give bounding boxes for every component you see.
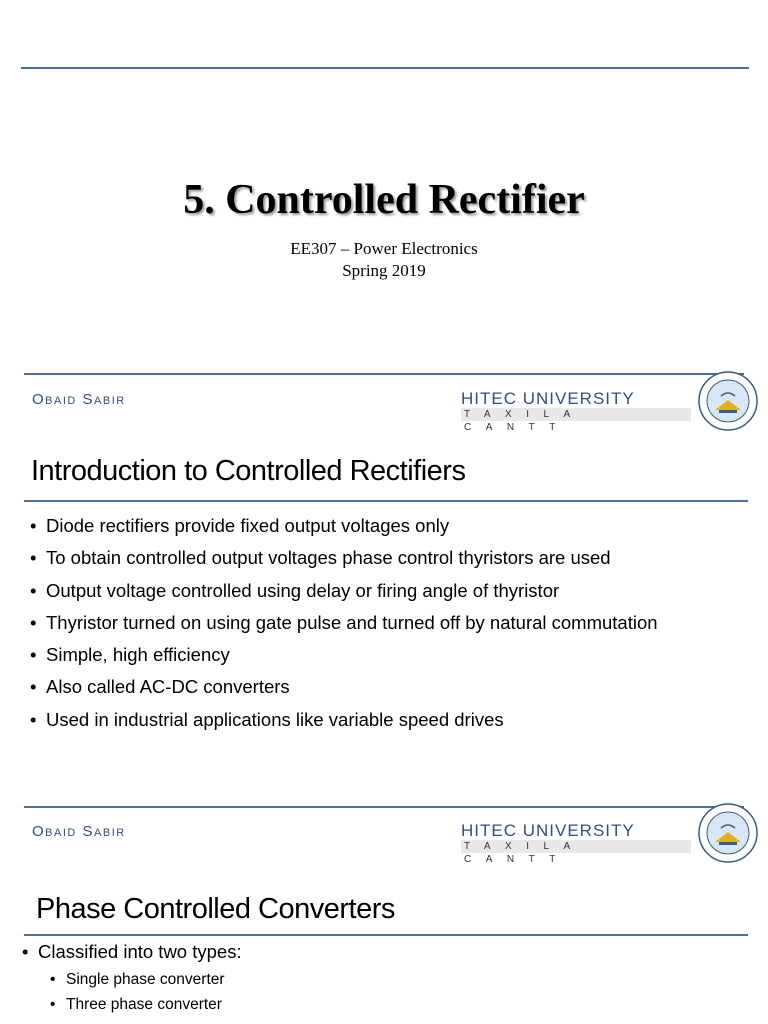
bullet-list xyxy=(22,938,242,966)
heading-underline xyxy=(24,934,748,936)
university-seal-icon xyxy=(697,802,759,864)
university-location: TAXILA CANTT xyxy=(461,408,691,421)
list-item: • Three phase converter xyxy=(50,992,225,1017)
author-name: Obaid Sabir xyxy=(32,391,126,408)
university-location: TAXILA CANTT xyxy=(461,840,691,853)
list-item: • Also called AC-DC converters xyxy=(30,671,658,703)
author-name: Obaid Sabir xyxy=(32,823,126,840)
list-item: • Simple, high efficiency xyxy=(30,639,658,671)
university-name: HITEC UNIVERSITY xyxy=(461,821,635,840)
bullet-list xyxy=(30,510,658,736)
course-name: EE307 – Power Electronics xyxy=(290,239,478,258)
section-heading: Phase Controlled Converters xyxy=(36,893,395,925)
slide1-top-rule xyxy=(21,67,749,69)
section-heading: Introduction to Controlled Rectifiers xyxy=(31,455,466,487)
slide-title: 5. Controlled Rectifier xyxy=(183,177,585,223)
slide3-top-rule xyxy=(24,806,744,808)
sub-bullet-list xyxy=(50,967,225,1017)
list-item: • Thyristor turned on using gate pulse and turned off by natural commutation xyxy=(30,607,658,639)
slide2-top-rule xyxy=(24,373,744,375)
list-item: • Output voltage controlled using delay or firing angle of thyristor xyxy=(30,575,658,607)
heading-underline xyxy=(24,500,748,502)
term: Spring 2019 xyxy=(342,261,426,280)
university-name: HITEC UNIVERSITY xyxy=(461,389,635,408)
university-seal-icon xyxy=(697,370,759,432)
list-item: • Single phase converter xyxy=(50,967,225,992)
list-item: • To obtain controlled output voltages phase control thyristors are used xyxy=(30,542,658,574)
list-item: • Classified into two types: xyxy=(22,938,242,966)
list-item: • Used in industrial applications like variable speed drives xyxy=(30,704,658,736)
list-item: • Diode rectifiers provide fixed output voltages only xyxy=(30,510,658,542)
